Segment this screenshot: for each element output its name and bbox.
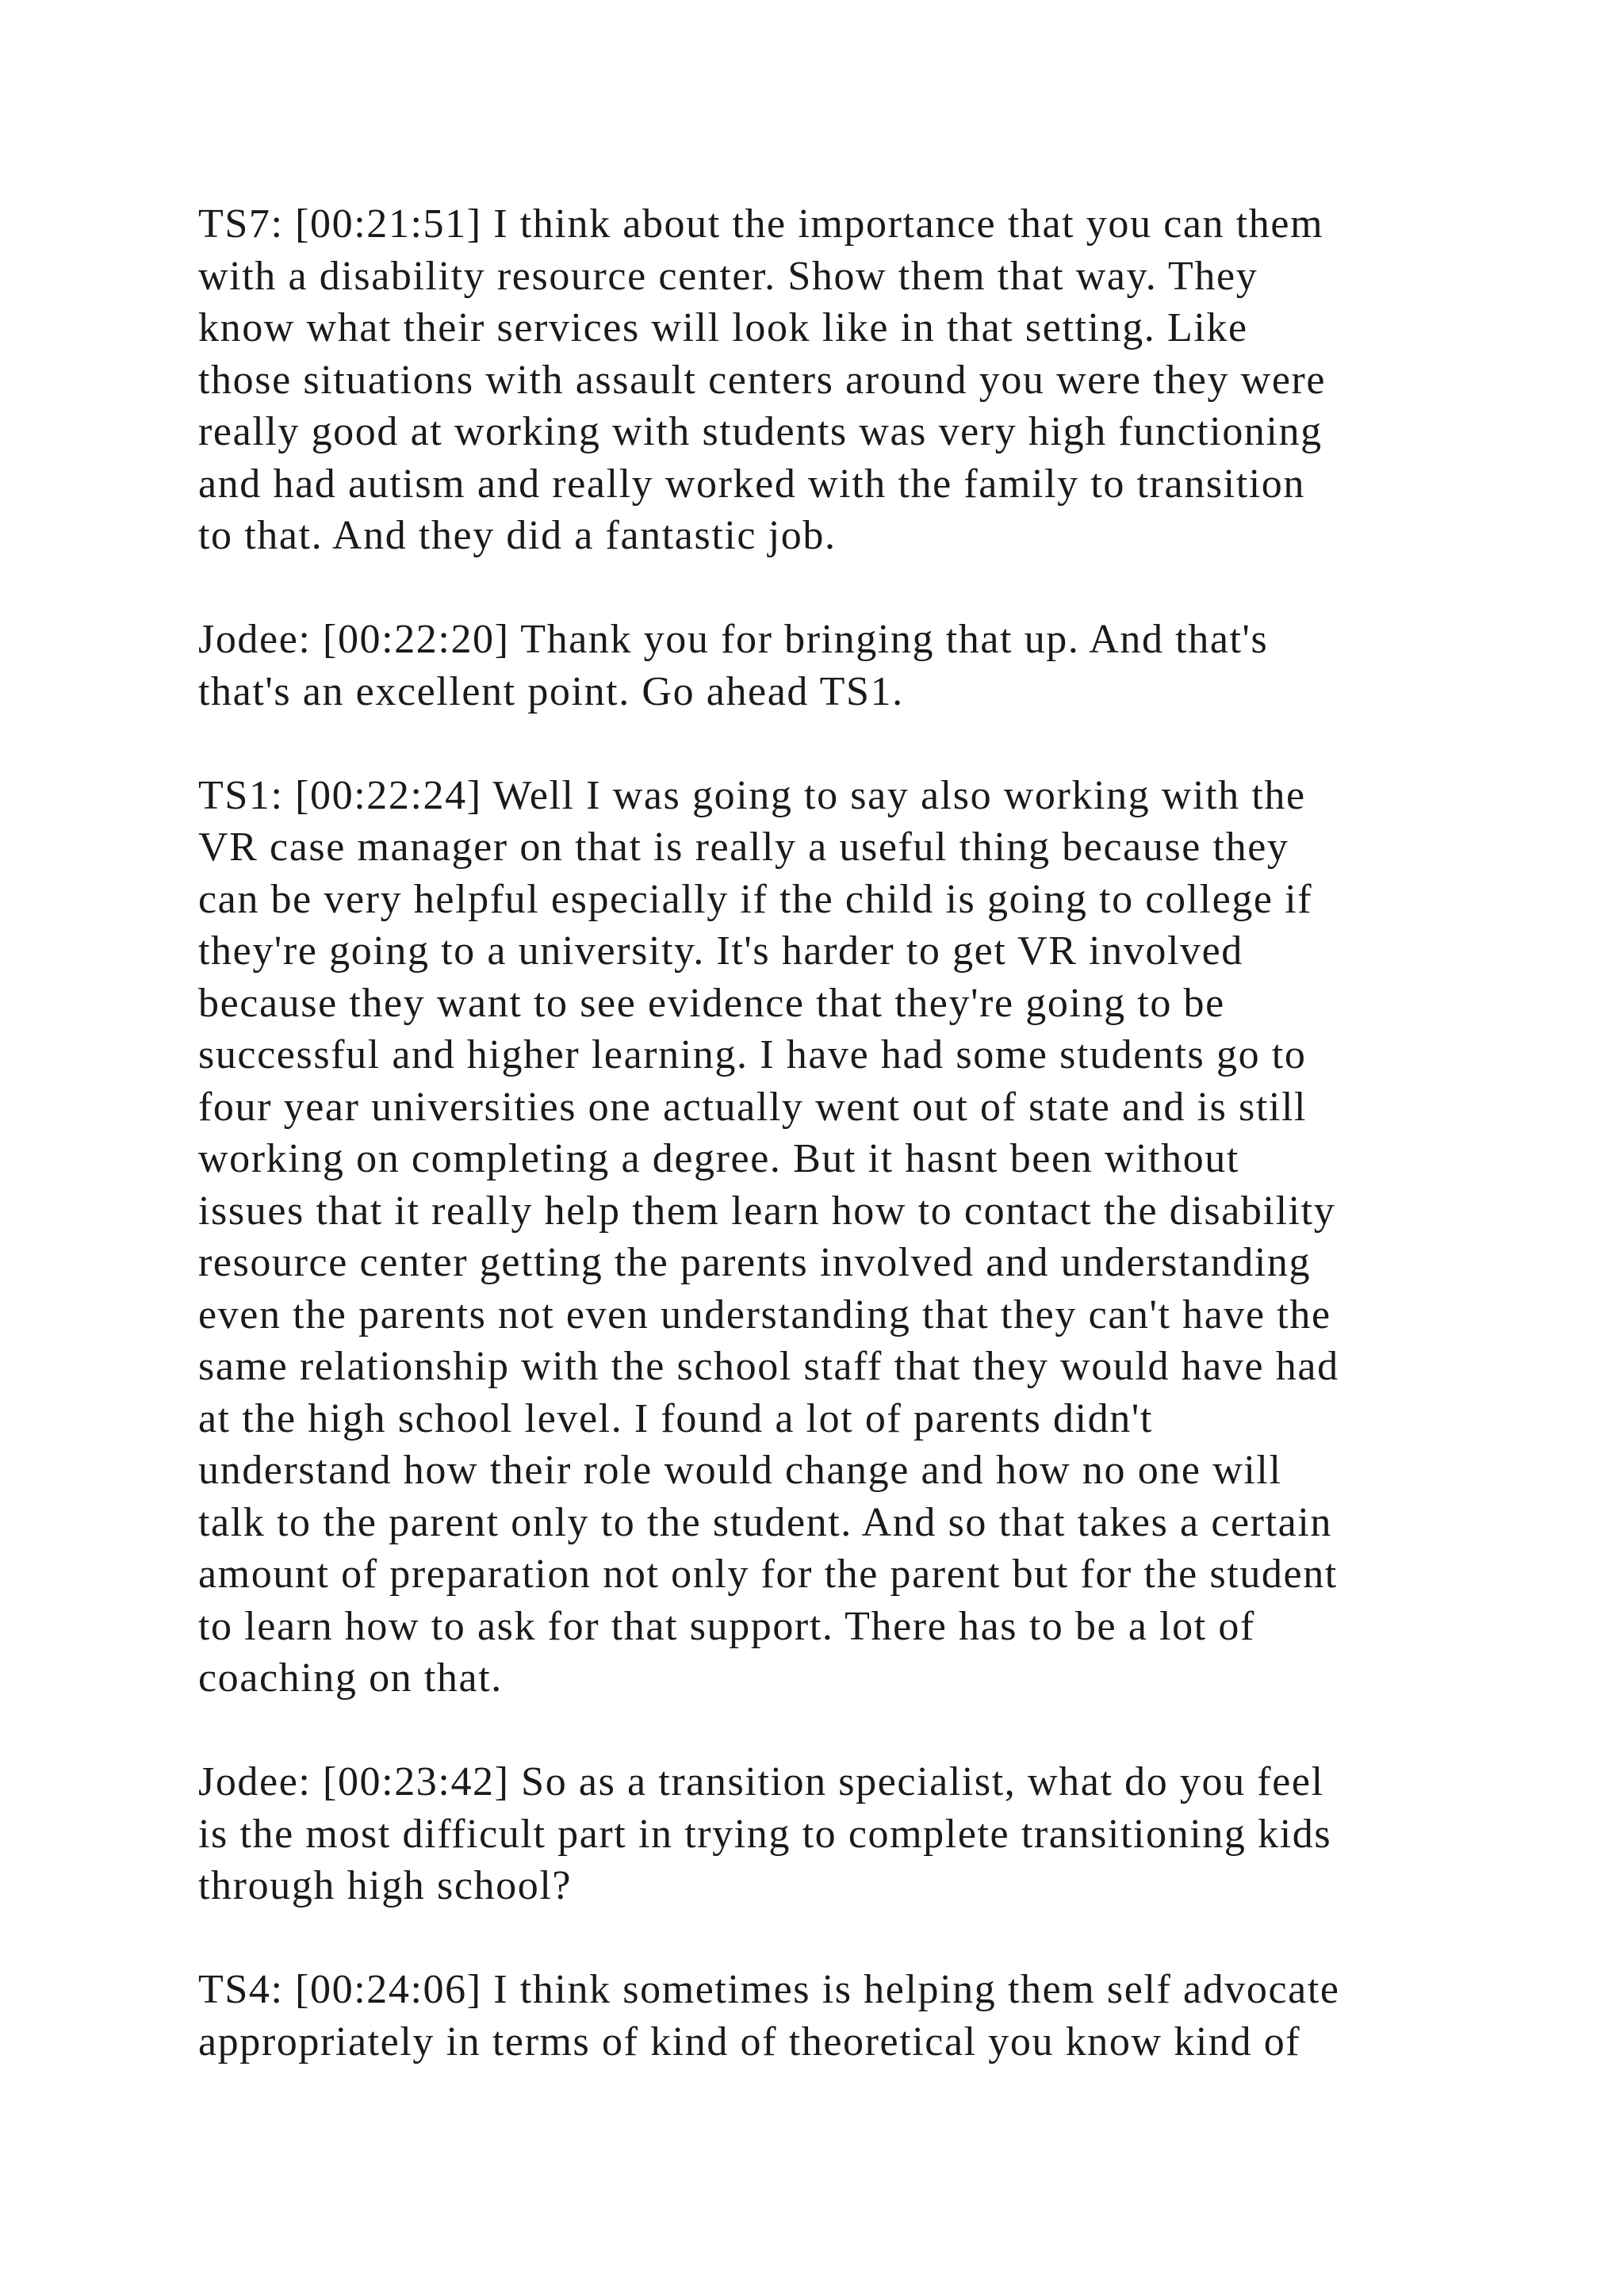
text-line: and had autism and really worked with the family to transition xyxy=(198,461,1306,507)
text-line: amount of preparation not only for the parent but for the student xyxy=(198,1552,1338,1597)
text-line: four year universities one actually went out of state and is still xyxy=(198,1084,1308,1130)
text-line: is the most difficult part in trying to complete transitioning kids xyxy=(198,1811,1332,1857)
text-line: Jodee: [00:22:20] Thank you for bringing that up. And that's xyxy=(198,617,1269,662)
text-line: talk to the parent only to the student. And so that takes a certain xyxy=(198,1499,1332,1545)
text-line: issues that it really help them learn how to contact the disability xyxy=(198,1188,1336,1234)
text-line: at the high school level. I found a lot of parents didn't xyxy=(198,1395,1153,1441)
text-line: successful and higher learning. I have had some students go to xyxy=(198,1032,1307,1077)
text-line: TS7: [00:21:51] I think about the importance that you can them xyxy=(198,201,1324,247)
text-line: to learn how to ask for that support. There has to be a lot of xyxy=(198,1603,1255,1649)
text-line: with a disability resource center. Show them that way. They xyxy=(198,253,1258,299)
text-line: that's an excellent point. Go ahead TS1. xyxy=(198,668,904,714)
text-line: resource center getting the parents involved and understanding xyxy=(198,1240,1312,1285)
transcript-paragraph-ts1 xyxy=(198,770,1451,1705)
text-line: understand how their role would change and how no one will xyxy=(198,1448,1282,1493)
transcript-paragraph-ts7 xyxy=(198,198,1451,562)
text-line: really good at working with students was very high functioning xyxy=(198,409,1323,454)
text-line: same relationship with the school staff that they would have had xyxy=(198,1344,1339,1389)
transcript-paragraph-jodee-2 xyxy=(198,1756,1451,1912)
text-line: coaching on that. xyxy=(198,1655,503,1701)
text-line: those situations with assault centers around you were they were xyxy=(198,357,1327,403)
text-line: because they want to see evidence that they're going to be xyxy=(198,980,1225,1026)
text-line: TS1: [00:22:24] Well I was going to say also working with the xyxy=(198,772,1306,818)
text-line: they're going to a university. It's harder to get VR involved xyxy=(198,928,1243,974)
text-line: can be very helpful especially if the child is going to college if xyxy=(198,876,1313,922)
transcript-body xyxy=(198,198,1451,2120)
text-line: VR case manager on that is really a useful thing because they xyxy=(198,825,1289,870)
text-line: through high school? xyxy=(198,1863,573,1908)
text-line: to that. And they did a fantastic job. xyxy=(198,513,837,558)
text-line: TS4: [00:24:06] I think sometimes is helping them self advocate xyxy=(198,1967,1340,2012)
transcript-paragraph-jodee-1 xyxy=(198,614,1451,718)
text-line: know what their services will look like in that setting. Like xyxy=(198,305,1248,350)
text-line: appropriately in terms of kind of theoretical you know kind of xyxy=(198,2019,1301,2064)
text-line: Jodee: [00:23:42] So as a transition specialist, what do you feel xyxy=(198,1759,1324,1804)
text-line: even the parents not even understanding that they can't have the xyxy=(198,1292,1331,1337)
transcript-paragraph-ts4 xyxy=(198,1964,1451,2068)
text-line: working on completing a degree. But it hasnt been without xyxy=(198,1136,1239,1181)
